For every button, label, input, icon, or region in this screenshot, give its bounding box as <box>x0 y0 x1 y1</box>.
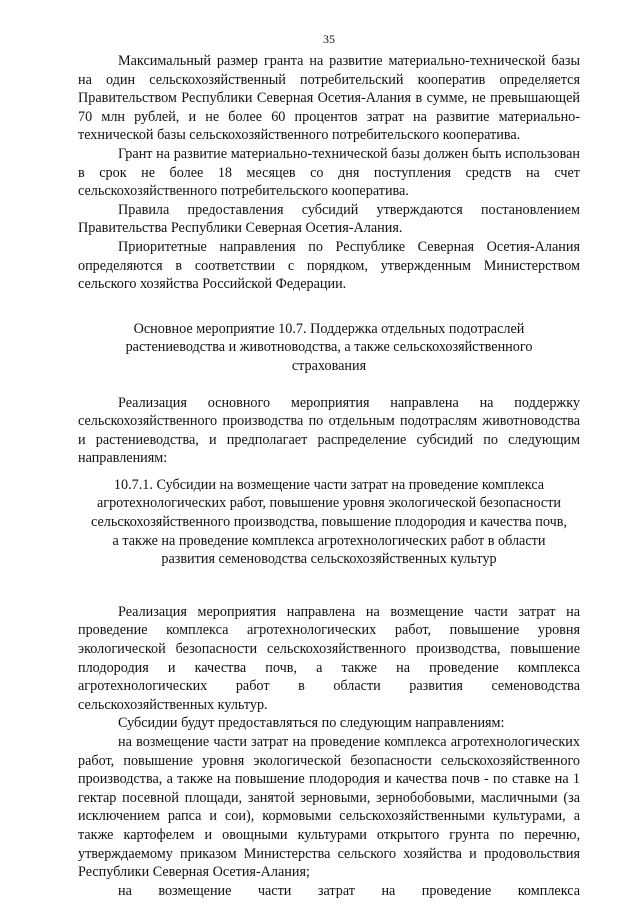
paragraph-direction-2: на возмещение части затрат на проведение комплекса <box>118 882 580 899</box>
document-page <box>78 32 580 900</box>
subsection-heading: 10.7.1. Субсидии на возмещение части затрат на проведение комплекса агротехнологических работ, повышение уровня экологической безопасности сельскохозяйственного производства, повышение плодородия и качества почв, а также на проведение комплекса агротехнологических работ в области развития семеноводства сельскохозяйственных культур <box>91 476 567 568</box>
paragraph-priority-directions: Приоритетные направления по Республике Северная Осетия-Алания определяются в соответствии с порядком, утвержденным Министерством сельского хозяйства Российской Федерации. <box>78 238 580 293</box>
paragraph-direction-1: на возмещение части затрат на проведение комплекса агротехнологических работ, повышение уровня экологической безопасности сельскохозяйственного производства, а также на повышение плодородия и качества почв - по ставке на 1 гектар посевной площади, занятой зерновыми, зернобобовыми, масличными (за исключением рапса и сои), кормовыми сельскохозяйственными культурами, а также картофелем и овощными культурами открытого грунта по перечню, утверждаемому приказом Министерства сельского хозяйства и продовольствия Республики Северная Осетия-Алания; <box>78 734 580 881</box>
paragraph-section-intro: Реализация основного мероприятия направлена на поддержку сельскохозяйственного производства по отдельным подотраслям животноводства и растениеводства, и предполагает распределение субсидий по следующим направлениям: <box>78 394 580 467</box>
paragraph-grant-term: Грант на развитие материально-технической базы должен быть использован в срок не более 18 месяцев со дня поступления средств на счет сельскохозяйственного потребительского кооператива. <box>78 145 580 200</box>
page-number: 35 <box>323 32 335 46</box>
paragraph-subsidy-rules: Правила предоставления субсидий утверждаются постановлением Правительства Республики Северная Осетия-Алания. <box>78 201 580 237</box>
paragraph-measure-purpose: Реализация мероприятия направлена на возмещение части затрат на проведение комплекса агротехнологических работ, повышение уровня экологической безопасности сельскохозяйственного производства, повышение плодородия и качества почв, а также на проведение комплекса агротехнологических работ в области развития семеноводства сельскохозяйственных культур. <box>78 603 580 713</box>
section-heading: Основное мероприятие 10.7. Поддержка отдельных подотраслей растениеводства и животноводства, а также сельскохозяйственного страхования <box>125 320 533 374</box>
paragraph-grant-max-size: Максимальный размер гранта на развитие материально-технической базы на один сельскохозяйственный потребительский кооператив определяется Правительством Республики Северная Осетия-Алания в сумме, не превышающей 70 млн рублей, и не более 60 процентов затрат на развитие материально-технической базы сельскохозяйственного потребительского кооператива. <box>78 53 580 144</box>
paragraph-subsidy-directions: Субсидии будут предоставляться по следующим направлениям: <box>118 715 505 732</box>
